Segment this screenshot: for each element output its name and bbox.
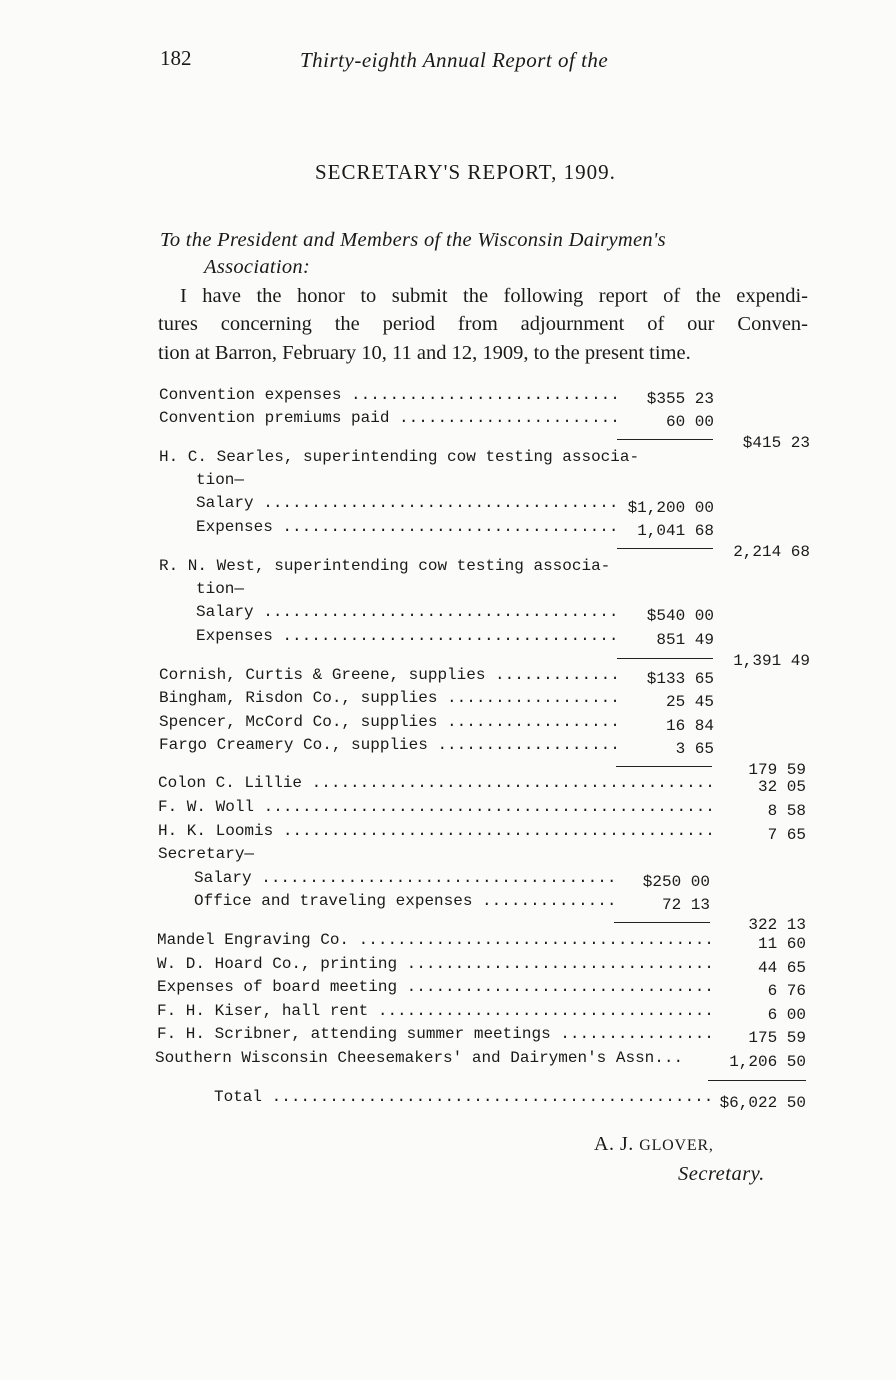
subtotal-rule xyxy=(617,658,713,659)
ledger-amount-searles-salary: $1,200 00 xyxy=(627,499,714,517)
ledger-amount-individuals-1: 8 58 xyxy=(767,802,806,820)
subtotal-rule xyxy=(617,548,713,549)
page-number: 182 xyxy=(160,46,192,70)
ledger-label-total: Total ..... xyxy=(214,1088,712,1106)
ledger-label-convention-premiums: Convention premiums paid ..... xyxy=(159,409,617,427)
ledger-amount-others-3: 6 00 xyxy=(767,1006,806,1024)
ledger-heading-searles-cont: tion— xyxy=(196,471,245,489)
ledger-amount-secretary-salary: $250 00 xyxy=(642,873,710,891)
ledger-amount-convention-expenses: $355 23 xyxy=(646,390,714,408)
salutation-line-2: Association: xyxy=(204,256,311,278)
ledger-label-west-expenses: Expenses ..... xyxy=(196,627,617,645)
body-line-3: tion at Barron, February 10, 11 and 12, 1909, to the present time. xyxy=(158,342,691,364)
ledger-subtotal-west: 1,391 49 xyxy=(733,652,810,670)
body-line-2: tures concerning the period from adjournment of our Conven- xyxy=(158,313,808,335)
ledger-label-others-2: Expenses of board meeting ..... xyxy=(157,978,713,996)
ledger-label-individuals-0: Colon C. Lillie ..... xyxy=(158,774,713,792)
ledger-label-others-1: W. D. Hoard Co., printing ..... xyxy=(157,955,713,973)
ledger-label-others-0: Mandel Engraving Co. ..... xyxy=(157,931,713,949)
ledger-label-supplies-3: Fargo Creamery Co., supplies ..... xyxy=(159,736,617,754)
ledger-amount-individuals-0: 32 05 xyxy=(757,778,806,796)
ledger-label-individuals-1: F. W. Woll ..... xyxy=(158,798,713,816)
running-title: Thirty-eighth Annual Report of the xyxy=(300,48,609,72)
subtotal-rule xyxy=(617,439,713,440)
ledger-subtotal-searles: 2,214 68 xyxy=(733,543,810,561)
ledger-amount-others-2: 6 76 xyxy=(767,982,806,1000)
ledger-label-supplies-1: Bingham, Risdon Co., supplies ..... xyxy=(159,689,617,707)
ledger-amount-others-5: 1,206 50 xyxy=(729,1053,806,1071)
ledger-label-individuals-2: H. K. Loomis ..... xyxy=(158,822,713,840)
ledger-amount-west-expenses: 851 49 xyxy=(656,631,714,649)
ledger-label-others-5: Southern Wisconsin Cheesemakers' and Dairymen's Assn... xyxy=(155,1049,684,1067)
ledger-label-supplies-2: Spencer, McCord Co., supplies ..... xyxy=(159,713,617,731)
ledger-amount-total: $6,022 50 xyxy=(719,1094,806,1112)
ledger-amount-others-0: 11 60 xyxy=(757,935,806,953)
ledger-amount-supplies-3: 3 65 xyxy=(675,740,714,758)
ledger-label-searles-expenses: Expenses ..... xyxy=(196,518,617,536)
subtotal-rule xyxy=(614,922,710,923)
ledger-heading-west: R. N. West, superintending cow testing associa- xyxy=(159,557,611,575)
ledger-label-west-salary: Salary ..... xyxy=(196,603,617,621)
ledger-heading-searles: H. C. Searles, superintending cow testing associa- xyxy=(159,448,640,466)
ledger-label-others-3: F. H. Kiser, hall rent ..... xyxy=(157,1002,713,1020)
ledger-amount-others-4: 175 59 xyxy=(748,1029,806,1047)
ledger-amount-west-salary: $540 00 xyxy=(646,607,714,625)
ledger-amount-supplies-0: $133 65 xyxy=(646,670,714,688)
signature-name: A. J. GLOVER, xyxy=(594,1133,714,1155)
ledger-amount-supplies-1: 25 45 xyxy=(665,693,714,711)
ledger-amount-secretary-office: 72 13 xyxy=(661,896,710,914)
ledger-amount-supplies-2: 16 84 xyxy=(665,717,714,735)
report-title: SECRETARY'S REPORT, 1909. xyxy=(315,160,616,184)
subtotal-rule xyxy=(616,766,712,767)
ledger-amount-convention-premiums: 60 00 xyxy=(665,413,714,431)
ledger-label-secretary-salary: Salary ..... xyxy=(194,869,615,887)
ledger-amount-searles-expenses: 1,041 68 xyxy=(637,522,714,540)
ledger-label-secretary-office: Office and traveling expenses ..... xyxy=(194,892,615,910)
ledger-heading-secretary: Secretary— xyxy=(158,845,255,863)
body-line-1: I have the honor to submit the following report of the expendi- xyxy=(180,285,808,307)
ledger-subtotal-convention: $415 23 xyxy=(742,434,810,452)
ledger-label-supplies-0: Cornish, Curtis & Greene, supplies ..... xyxy=(159,666,617,684)
ledger-subtotal-supplies: 179 59 xyxy=(748,761,806,779)
ledger-label-convention-expenses: Convention expenses ..... xyxy=(159,386,617,404)
ledger-label-searles-salary: Salary ..... xyxy=(196,494,617,512)
ledger-amount-individuals-2: 7 65 xyxy=(767,826,806,844)
ledger-amount-others-1: 44 65 xyxy=(757,959,806,977)
ledger-label-others-4: F. H. Scribner, attending summer meetings ..... xyxy=(157,1025,713,1043)
ledger-heading-west-cont: tion— xyxy=(196,580,245,598)
ledger-subtotal-secretary: 322 13 xyxy=(748,916,806,934)
total-rule xyxy=(708,1080,806,1081)
signature-role: Secretary. xyxy=(678,1163,765,1185)
salutation-line-1: To the President and Members of the Wisconsin Dairymen's xyxy=(160,229,666,251)
